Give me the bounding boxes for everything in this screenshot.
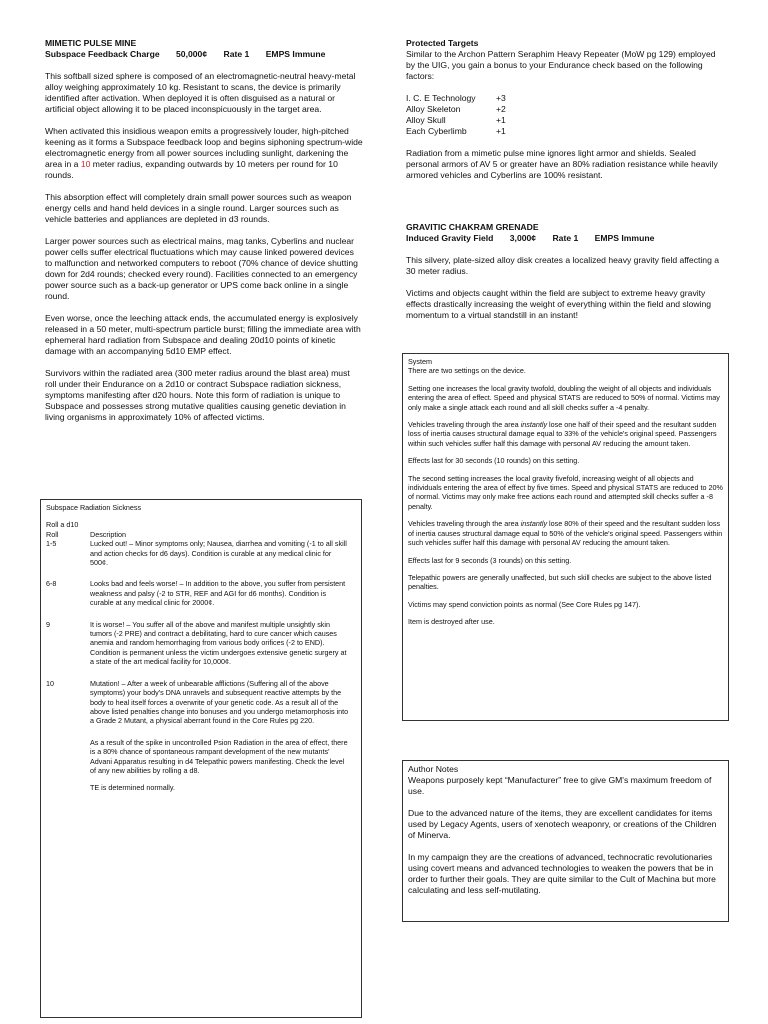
modifier-name: Each Cyberlimb [406, 126, 467, 136]
setting-one-vehicles [408, 420, 723, 448]
table-row [46, 539, 356, 567]
text: lose 80% of their speed and the resultant sudden loss of inertia causes structural damage equal to 50% of the vehicle's original speed. Passengers within such vehicles suffer half this damage with personal AV reducing the amount taken. [408, 519, 723, 548]
mimetic-paragraph-6: Survivors within the radiated area (300 meter radius around the blast area) must roll under their Endurance on a 2d10 or contract Subspace radiation sickness, symptoms manifesting after d20 hours. Note this form of radiation is unique to Subspace and possesses strong mutative qualities causing genetic deviation in living organisms in approximately 10% of affected victims. [45, 368, 350, 422]
setting-two-duration: Effects last for 9 seconds (3 rounds) on this setting. [408, 555, 572, 565]
radiation-sickness-box [40, 499, 362, 1018]
author-notes-title: Author Notes [408, 764, 459, 774]
table-row-extra [46, 738, 356, 776]
system-box-title: System [408, 357, 432, 366]
modifier-row [406, 115, 726, 126]
p2-text-a: When activated this insidious weapon emits a progressively louder, high-pitched keening as it forms a Subspace feedback loop and begins siphoning spectrum-wide electromagnetic energy from all power sources including sunlight, darkening the area in a [45, 126, 363, 169]
grenade-stat-line [406, 233, 726, 244]
psion-radiation-note: As a result of the spike in uncontrolled Psion Radiation in the area of effect, there is a 80% chance of spontaneous rampant development of the new mutants' Advani Apparatus resulting in d4 Telepathic powers manifesting. Check the level of any new abilities by rolling a d8. [90, 737, 348, 775]
grenade-paragraph-2: Victims and objects caught within the field are subject to extreme heavy gravity effects drastically increasing the weight of everything within the field and slowing momentum to a virtual standstill in an instant! [406, 288, 712, 320]
modifier-row [406, 93, 726, 104]
text: Vehicles traveling through the area [408, 420, 521, 430]
right-column [406, 38, 726, 332]
modifier-value: +1 [496, 126, 506, 136]
system-intro: There are two settings on the device. [408, 366, 526, 376]
p2-text-b: meter radius, expanding outwards by 10 meters per round for 10 rounds. [45, 159, 338, 180]
mimetic-pulse-mine-title: MIMETIC PULSE MINE [45, 38, 137, 48]
modifier-name: I. C. E Technology [406, 93, 476, 103]
protected-targets-title: Protected Targets [406, 38, 479, 48]
author-note-1: Weapons purposely kept “Manufacturer” free to give GM's maximum freedom of use. [408, 775, 712, 796]
modifier-name: Alloy Skeleton [406, 104, 461, 114]
row-roll: 1-5 [46, 539, 57, 549]
modifier-row [406, 126, 726, 137]
endurance-modifiers [406, 93, 726, 137]
header-description: Description [90, 529, 126, 539]
left-column [45, 38, 363, 434]
table-header [46, 530, 356, 539]
modifier-value: +1 [496, 115, 506, 125]
stat-cost: 50,000¢ [176, 49, 208, 59]
radiation-armor-note: Radiation from a mimetic pulse mine ignores light armor and shields. Sealed personal armors of AV 5 or greater have an 80% radiation resistance while heavily armored vehicles and Cyberlins are 100% resistant. [406, 148, 718, 180]
row-description: Lucked out! – Minor symptoms only; Nausea, diarrhea and vomiting (-1 to all skill and action checks for d6 days). Condition is curable at any medical clinic for 500¢. [90, 539, 347, 568]
row-roll: 9 [46, 619, 50, 629]
table-row [46, 579, 356, 607]
mimetic-paragraph-1: This softball sized sphere is composed of an electromagnetic-neutral heavy-metal alloy weighing approximately 10 kg. Resistant to scans, the device is primarily identified after activation. When deployed it is often disguised as a natural or artificial object allowing it to be placed inconspicuously in the target area. [45, 71, 356, 114]
row-description: Looks bad and feels worse! – In addition to the above, you suffer from persistent weakness and palsy (-2 to STR, REF and AGI for d6 months). Condition is curable at any medical clinic for 2000¢. [90, 579, 346, 608]
stat-type: Subspace Feedback Charge [45, 49, 160, 59]
stat-cost: 3,000¢ [509, 233, 537, 243]
mimetic-paragraph-2 [45, 126, 363, 181]
stat-rate: Rate 1 [552, 233, 579, 243]
modifier-value: +3 [496, 93, 506, 103]
gravitic-chakram-title: GRAVITIC CHAKRAM GRENADE [406, 222, 539, 232]
modifier-name: Alloy Skull [406, 115, 446, 125]
destroyed-note: Item is destroyed after use. [408, 617, 495, 627]
grenade-paragraph-1: This silvery, plate-sized alloy disk creates a localized heavy gravity field affecting a 30 meter radius. [406, 255, 720, 276]
row-description: Mutation! – After a week of unbearable afflictions (Suffering all of the above symptoms) your body's DNA unravels and subsequent reactive attempts by the body to heal itself forces a overwrite of your genetic code. As a result all of the above listed penalties change into bonuses and you undergo metamorphosis into a Grade 2 Mutant, a physical aberrant found in the Core Rules pg 220. [90, 678, 349, 726]
mimetic-paragraph-5: Even worse, once the leeching attack ends, the accumulated energy is explosively released in a 50 meter, multi-spectrum particle burst; filling the immediate area with ephemeral hard radiation from Subspace and dealing 20d10 points of kinetic damage with an accompanying 5d10 EMP effect. [45, 313, 361, 356]
emphasis: instantly [520, 519, 548, 529]
protected-targets-intro: Similar to the Archon Pattern Seraphim Heavy Repeater (MoW pg 129) employed by the UIG, you gain a bonus to your Endurance check based on the following factors: [406, 49, 716, 81]
emphasis: instantly [520, 420, 548, 430]
modifier-row [406, 104, 726, 115]
conviction-note: Victims may spend conviction points as normal (See Core Rules pg 147). [408, 599, 641, 609]
author-note-2: Due to the advanced nature of the items, they are excellent candidates for items used by Legacy Agents, users of xenotech weaponry, or creations of the Children of Minerva. [408, 808, 717, 840]
row-roll: 10 [46, 678, 54, 688]
setting-one-duration: Effects last for 30 seconds (10 rounds) on this setting. [408, 456, 580, 466]
text: lose one half of their speed and the resultant sudden loss of inertia causes structural damage equal to 33% of the vehicle's original speed. Passengers within such vehicles suffer half this damage with personal AV reducing the amount taken. [408, 420, 717, 448]
radiation-box-title: Subspace Radiation Sickness [46, 503, 142, 512]
stat-rate: Rate 1 [223, 49, 250, 59]
table-row [46, 679, 356, 726]
author-notes-box [402, 760, 729, 922]
table-row [46, 620, 356, 667]
mimetic-paragraph-3: This absorption effect will completely drain small power sources such as weapon energy cells and hand held devices in a single round. Larger sources such as vehicle batteries and appliances are depleted in d3 rounds. [45, 192, 352, 224]
system-box [402, 353, 729, 721]
mimetic-paragraph-4: Larger power sources such as electrical mains, mag tanks, Cyberlins and nuclear power cells suffer electrical fluctuations which may cause linked powered devices to malfunction and networked computers to reboot (70% chance of device shutting down for 2d4 rounds; checked every round). Facilities connected to an emergency power source such as a back-up generator or UPS come back online in a single round. [45, 236, 358, 301]
text: Vehicles traveling through the area [408, 519, 521, 529]
stat-emps: EMPS Immune [594, 233, 655, 243]
row-roll: 6-8 [46, 579, 57, 589]
table-row-extra [46, 783, 356, 792]
stat-type: Induced Gravity Field [406, 233, 494, 243]
stat-emps: EMPS Immune [265, 49, 326, 59]
modifier-value: +2 [496, 104, 506, 114]
setting-one: Setting one increases the local gravity twofold, doubling the weight of all objects and individuals entering the area of effect. Speed and physical STATS are reduced to 50% of normal. Victims may only make a single attack each round and all skill checks suffer a -4 penalty. [408, 383, 720, 412]
header-roll: Roll [46, 529, 59, 539]
telepathic-note: Telepathic powers are generally unaffected, but such skill checks are subject to the above listed penalties. [408, 572, 712, 592]
te-note: TE is determined normally. [90, 783, 175, 793]
row-description: It is worse! – You suffer all of the above and manifest multiple unsightly skin tumors (-2 PRE) and contract a debilitating, hard to cure cancer which causes anemia and random hemorrhaging from various body orifices (-2 to END). Condition is permanent unless the victim undergoes extensive genetic surgery at a state of the art medical facility for 10,000¢. [90, 619, 347, 667]
author-note-3: In my campaign they are the creations of advanced, technocratic revolutionaries using covert means and advanced technologies to weaken the powers that be in order to further their goals. They are quite similar to the Cult of Machina but more calculating and less self-mutilating. [408, 852, 716, 895]
roll-instruction: Roll a d10 [46, 520, 79, 530]
setting-two-vehicles [408, 519, 723, 547]
setting-two: The second setting increases the local gravity fivefold, increasing weight of all objects and individuals entering the area of effect by five times. Speed and physical STATS are reduced to 20% of normal. Victims may only make free actions each round and attempted skill checks suffer a -8 penalty. [408, 473, 723, 511]
mimetic-stat-line [45, 49, 363, 60]
p2-red-number: 10 [80, 159, 91, 169]
